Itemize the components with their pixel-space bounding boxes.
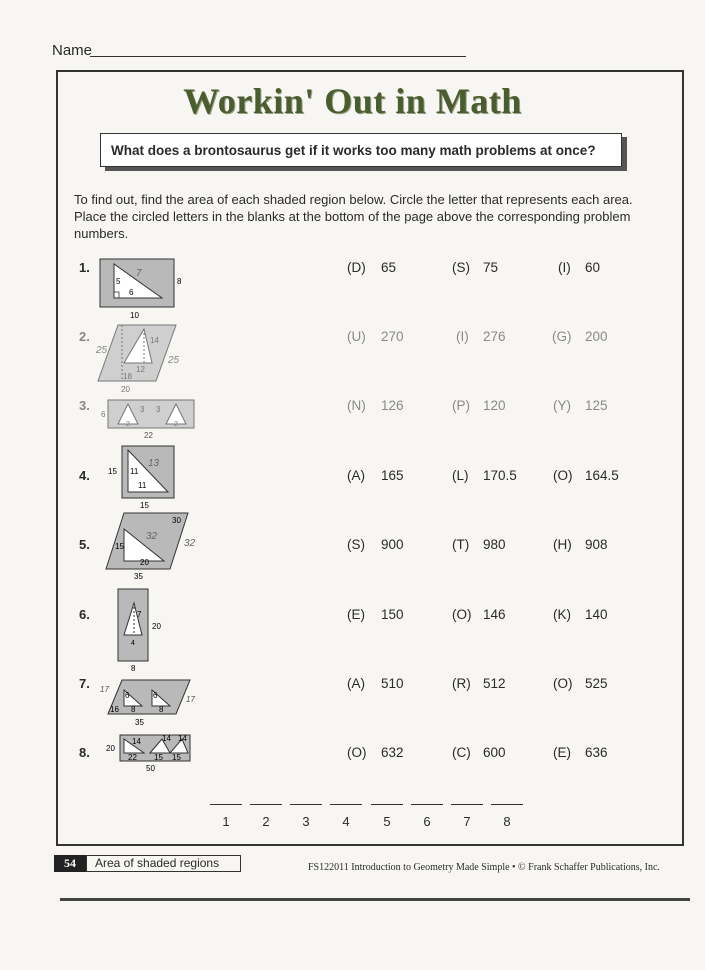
option-letter[interactable]: (G) [552, 329, 572, 344]
fig-label: 7 [136, 268, 142, 279]
problem-number: 5. [79, 537, 90, 552]
fig-label: 8 [131, 664, 136, 673]
problem-3 [0, 398, 705, 458]
problem-1 [0, 260, 705, 320]
fig-label: 4 [131, 640, 135, 647]
figure-8 [104, 734, 214, 783]
fig-label: 7 [137, 610, 142, 619]
name-field[interactable] [90, 56, 466, 57]
option-letter[interactable]: (L) [452, 468, 469, 483]
fig-label: 16 [110, 705, 119, 714]
problem-number: 1. [79, 260, 90, 275]
problem-8 [0, 734, 705, 805]
option-value: 636 [585, 745, 608, 760]
fig-label: 35 [134, 572, 143, 581]
option-value: 600 [483, 745, 506, 760]
option-value: 276 [483, 329, 506, 344]
fig-label: 15 [154, 753, 163, 762]
bottom-rule [60, 898, 690, 901]
fig-label: 5 [116, 277, 121, 286]
option-letter[interactable]: (R) [452, 676, 471, 691]
option-value: 150 [381, 607, 404, 622]
answer-blank[interactable] [491, 804, 523, 805]
blank-number: 7 [463, 814, 471, 829]
fig-label: 32 [146, 531, 158, 542]
fig-label: 6 [101, 410, 106, 419]
figure-4 [104, 458, 194, 514]
option-value: 164.5 [585, 468, 619, 483]
fig-label: 6 [129, 288, 134, 297]
option-value: 125 [585, 398, 608, 413]
problem-5 [0, 516, 705, 597]
fig-label: 15 [140, 501, 149, 510]
fig-label: 14 [178, 734, 187, 743]
riddle-question: What does a brontosaurus get if it works too many math problems at once? [100, 133, 622, 167]
fig-label: 8 [159, 705, 164, 714]
blank-number: 5 [383, 814, 391, 829]
blank-number: 3 [302, 814, 310, 829]
option-letter[interactable]: (E) [553, 745, 571, 760]
option-letter[interactable]: (S) [347, 537, 365, 552]
problem-6 [0, 607, 705, 673]
fig-label: 3 [140, 405, 145, 414]
option-value: 632 [381, 745, 404, 760]
answer-blank[interactable] [411, 804, 443, 805]
problem-7 [0, 676, 705, 736]
fig-label: 8 [131, 705, 136, 714]
fig-label: 22 [144, 431, 153, 440]
page-number-badge: 54 [54, 855, 86, 872]
figure-5 [100, 516, 210, 595]
option-letter[interactable]: (T) [452, 537, 470, 552]
option-letter[interactable]: (Y) [553, 398, 571, 413]
answer-blank[interactable] [210, 804, 242, 805]
fig-label: 3 [156, 405, 161, 414]
fig-label: 30 [172, 516, 181, 525]
option-value: 65 [381, 260, 397, 275]
option-letter[interactable]: (N) [347, 398, 366, 413]
figure-6 [112, 601, 182, 681]
option-value: 146 [483, 607, 506, 622]
option-value: 60 [585, 260, 601, 275]
problem-number: 3. [79, 398, 90, 413]
fig-label: 11 [130, 467, 139, 476]
figure-7 [98, 670, 208, 730]
blank-number: 2 [262, 814, 270, 829]
option-letter[interactable]: (C) [452, 745, 471, 760]
fig-label: 14 [132, 737, 141, 746]
fig-label: 8 [177, 277, 182, 286]
option-value: 980 [483, 537, 506, 552]
option-value: 170.5 [483, 468, 517, 483]
problem-number: 4. [79, 468, 90, 483]
fig-label: 22 [128, 753, 137, 762]
figure-2 [94, 323, 194, 395]
option-value: 512 [483, 676, 506, 691]
fig-label: 11 [138, 481, 147, 490]
option-value: 200 [585, 329, 608, 344]
problem-number: 6. [79, 607, 90, 622]
problem-number: 2. [79, 329, 90, 344]
option-letter[interactable]: (A) [347, 676, 365, 691]
problem-number: 7. [79, 676, 90, 691]
fig-label: 25 [168, 355, 180, 366]
fig-label: 6 [153, 691, 158, 700]
publisher-credit: FS122011 Introduction to Geometry Made Simple • © Frank Schaffer Publications, Inc. [308, 862, 660, 873]
fig-label: 20 [121, 385, 130, 394]
fig-label: 2 [126, 421, 130, 428]
option-value: 270 [381, 329, 404, 344]
instructions: To find out, find the area of each shaded region below. Circle the letter that represents each area. Place the circled letters in the blanks at the bottom of the page above the corresponding problem numbers. [74, 192, 633, 241]
option-letter[interactable]: (P) [452, 398, 470, 413]
figure-1 [96, 254, 191, 320]
blank-number: 1 [222, 814, 230, 829]
page-title: Workin' Out in Math [183, 81, 522, 121]
option-letter[interactable]: (E) [347, 607, 365, 622]
fig-label: 20 [106, 744, 115, 753]
fig-label: 14 [150, 336, 159, 345]
fig-label: 12 [136, 365, 145, 374]
option-letter[interactable]: (S) [452, 260, 470, 275]
option-value: 165 [381, 468, 404, 483]
fig-label: 14 [162, 734, 171, 743]
figure-3 [98, 392, 202, 442]
option-letter[interactable]: (I) [558, 260, 571, 275]
option-value: 510 [381, 676, 404, 691]
option-letter[interactable]: (I) [456, 329, 469, 344]
fig-label: 10 [130, 311, 139, 320]
fig-label: 17 [100, 685, 109, 694]
fig-label: 15 [108, 467, 117, 476]
option-value: 140 [585, 607, 608, 622]
fig-label: 15 [115, 542, 124, 551]
fig-label: 32 [184, 538, 196, 549]
problem-number: 8. [79, 745, 90, 760]
option-letter[interactable]: (U) [347, 329, 366, 344]
option-letter[interactable]: (O) [553, 468, 573, 483]
option-value: 75 [483, 260, 499, 275]
fig-label: 6 [125, 691, 130, 700]
blank-number: 8 [503, 814, 511, 829]
fig-label: 17 [186, 695, 195, 704]
problem-4 [0, 458, 705, 528]
blank-number: 6 [423, 814, 431, 829]
option-letter[interactable]: (A) [347, 468, 365, 483]
option-value: 525 [585, 676, 608, 691]
answer-blank[interactable] [290, 804, 322, 805]
option-value: 120 [483, 398, 506, 413]
fig-label: 13 [148, 458, 160, 469]
option-letter[interactable]: (H) [553, 537, 572, 552]
fig-label: 2 [174, 421, 178, 428]
fig-label: 25 [96, 345, 108, 356]
answer-blank[interactable] [371, 804, 403, 805]
fig-label: 20 [152, 622, 161, 631]
answer-blank[interactable] [451, 804, 483, 805]
option-letter[interactable]: (O) [452, 607, 472, 622]
fig-label: 18 [123, 372, 132, 381]
option-letter[interactable]: (K) [553, 607, 571, 622]
blank-number: 4 [342, 814, 350, 829]
problem-2 [0, 329, 705, 394]
option-value: 900 [381, 537, 404, 552]
option-letter[interactable]: (D) [347, 260, 366, 275]
option-value: 908 [585, 537, 608, 552]
fig-label: 15 [172, 753, 181, 762]
option-value: 126 [381, 398, 404, 413]
name-label: Name [52, 42, 93, 59]
fig-label: 50 [146, 764, 155, 773]
fig-label: 20 [140, 558, 149, 567]
fig-label: 35 [135, 718, 144, 727]
section-label: Area of shaded regions [86, 855, 241, 872]
answer-blank[interactable] [250, 804, 282, 805]
option-letter[interactable]: (O) [347, 745, 367, 760]
answer-blank[interactable] [330, 804, 362, 805]
option-letter[interactable]: (O) [553, 676, 573, 691]
